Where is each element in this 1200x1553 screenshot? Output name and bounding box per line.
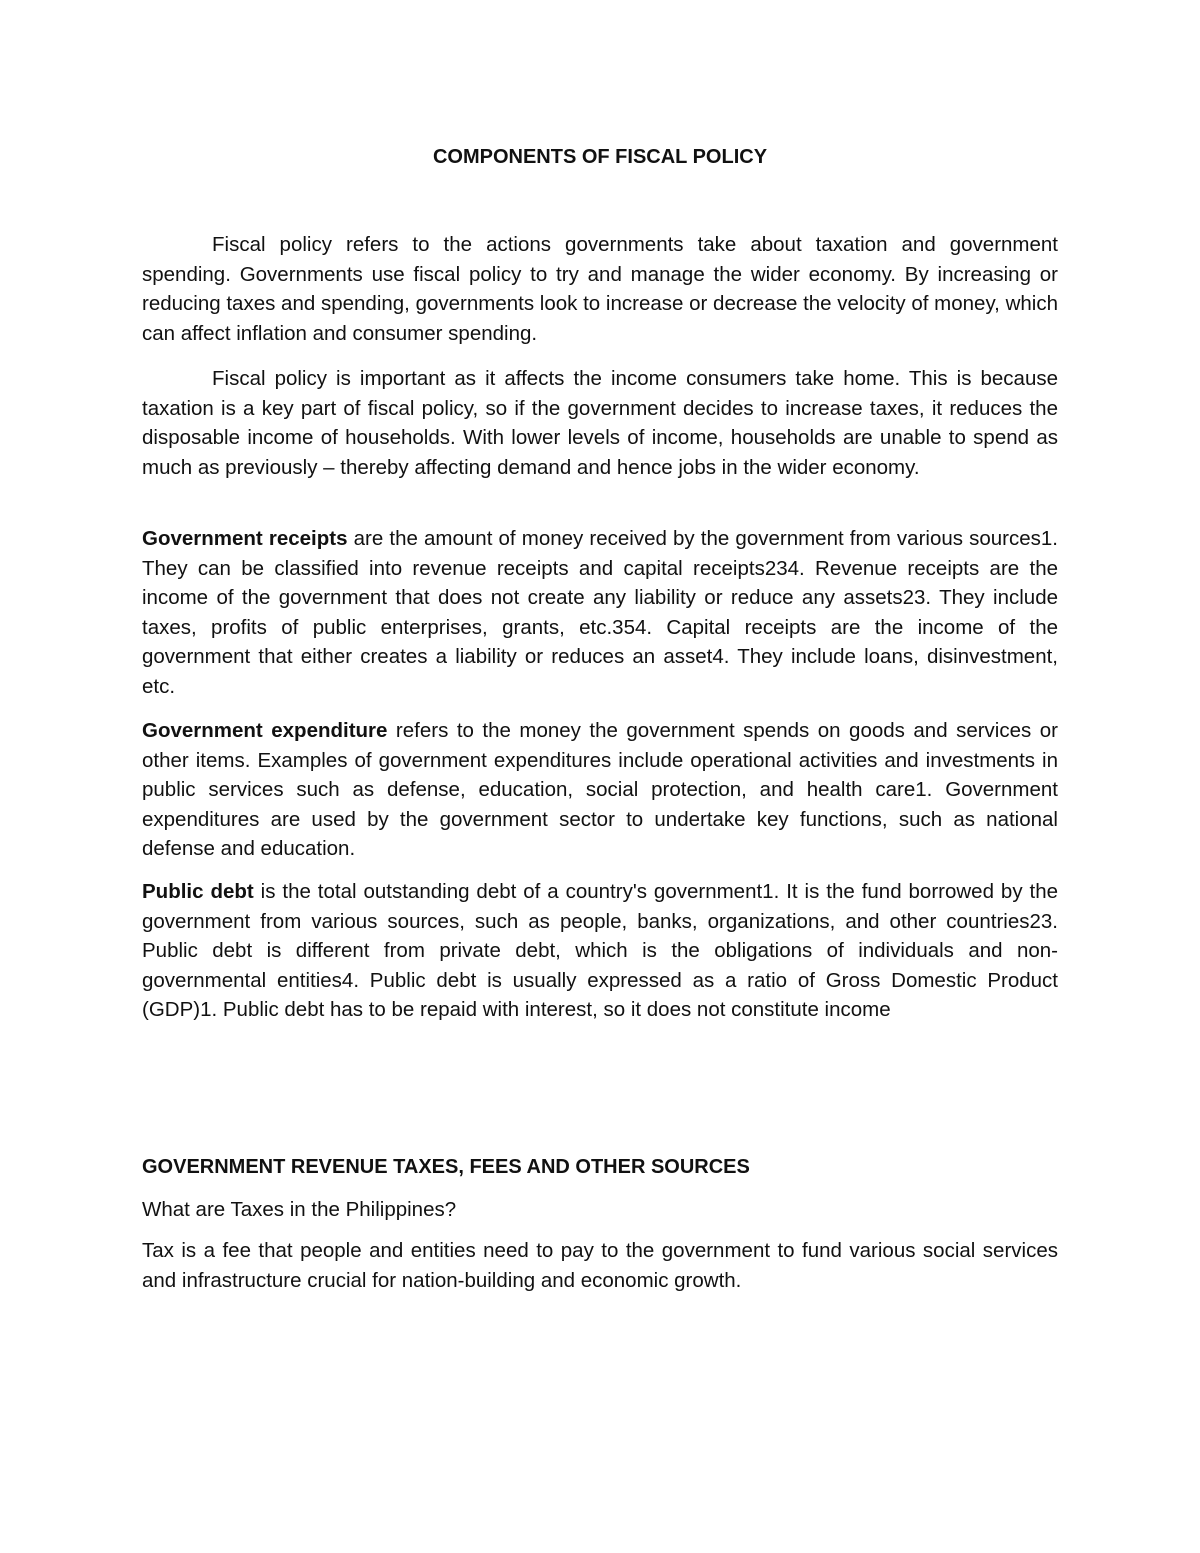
paragraph-text: Fiscal policy is important as it affects the income consumers take home. This is because taxation is a key part of fiscal policy, so if the government decides to increase taxes, it reduces the disposable income of households. With lower levels of income, households are unable to spend as much as previously – thereby affecting demand and hence jobs in the wider economy. [142, 367, 1058, 479]
term-government-expenditure: Government expenditure [142, 719, 388, 742]
term-government-receipts: Government receipts [142, 527, 348, 550]
section-heading-government-revenue: GOVERNMENT REVENUE TAXES, FEES AND OTHER SOURCES [142, 1156, 750, 1178]
paragraph-fiscal-policy-importance [142, 364, 1058, 482]
paragraph-text: Fiscal policy refers to the actions governments take about taxation and government spending. Governments use fiscal policy to try and manage the wider economy. By increasing or reducing taxes and spending, governments look to increase or decrease the velocity of money, which can affect inflation and consumer spending. [142, 233, 1058, 345]
paragraph-government-receipts [142, 524, 1058, 701]
document-title: COMPONENTS OF FISCAL POLICY [432, 146, 768, 168]
paragraph-text: refers to the money the government spends on goods and services or other items. Examples of government expenditures include operational activities and investments in public services such as defense, education, social protection, and health care1. Government expenditures are used by the government sector to undertake key functions, such as national defense and education. [142, 719, 1058, 860]
paragraph-public-debt [142, 877, 1058, 1025]
paragraph-text: are the amount of money received by the government from various sources1. They can be classified into revenue receipts and capital receipts234. Revenue receipts are the income of the government that does not create any liability or reduce any assets23. They include taxes, profits of public enterprises, grants, etc.354. Capital receipts are the income of the government that either creates a liability or reduces an asset4. They include loans, disinvestment, etc. [142, 527, 1059, 698]
paragraph-text: Tax is a fee that people and entities need to pay to the government to fund various social services and infrastructure crucial for nation-building and economic growth. [142, 1239, 1058, 1292]
term-public-debt: Public debt [142, 880, 254, 903]
document-page [142, 0, 1058, 1553]
paragraph-fiscal-policy-definition [142, 230, 1058, 348]
paragraph-text: is the total outstanding debt of a country's government1. It is the fund borrowed by the government from various sources, such as people, banks, organizations, and other countries23. Public debt is different from private debt, which is the obligations of individuals and non-governmental entities4. Public debt is usually expressed as a ratio of Gross Domestic Product (GDP)1. Public debt has to be repaid with interest, so it does not constitute income [142, 880, 1058, 1021]
paragraph-tax-definition [142, 1236, 1058, 1295]
paragraph-government-expenditure [142, 716, 1058, 864]
question-taxes-philippines: What are Taxes in the Philippines? [142, 1198, 457, 1221]
